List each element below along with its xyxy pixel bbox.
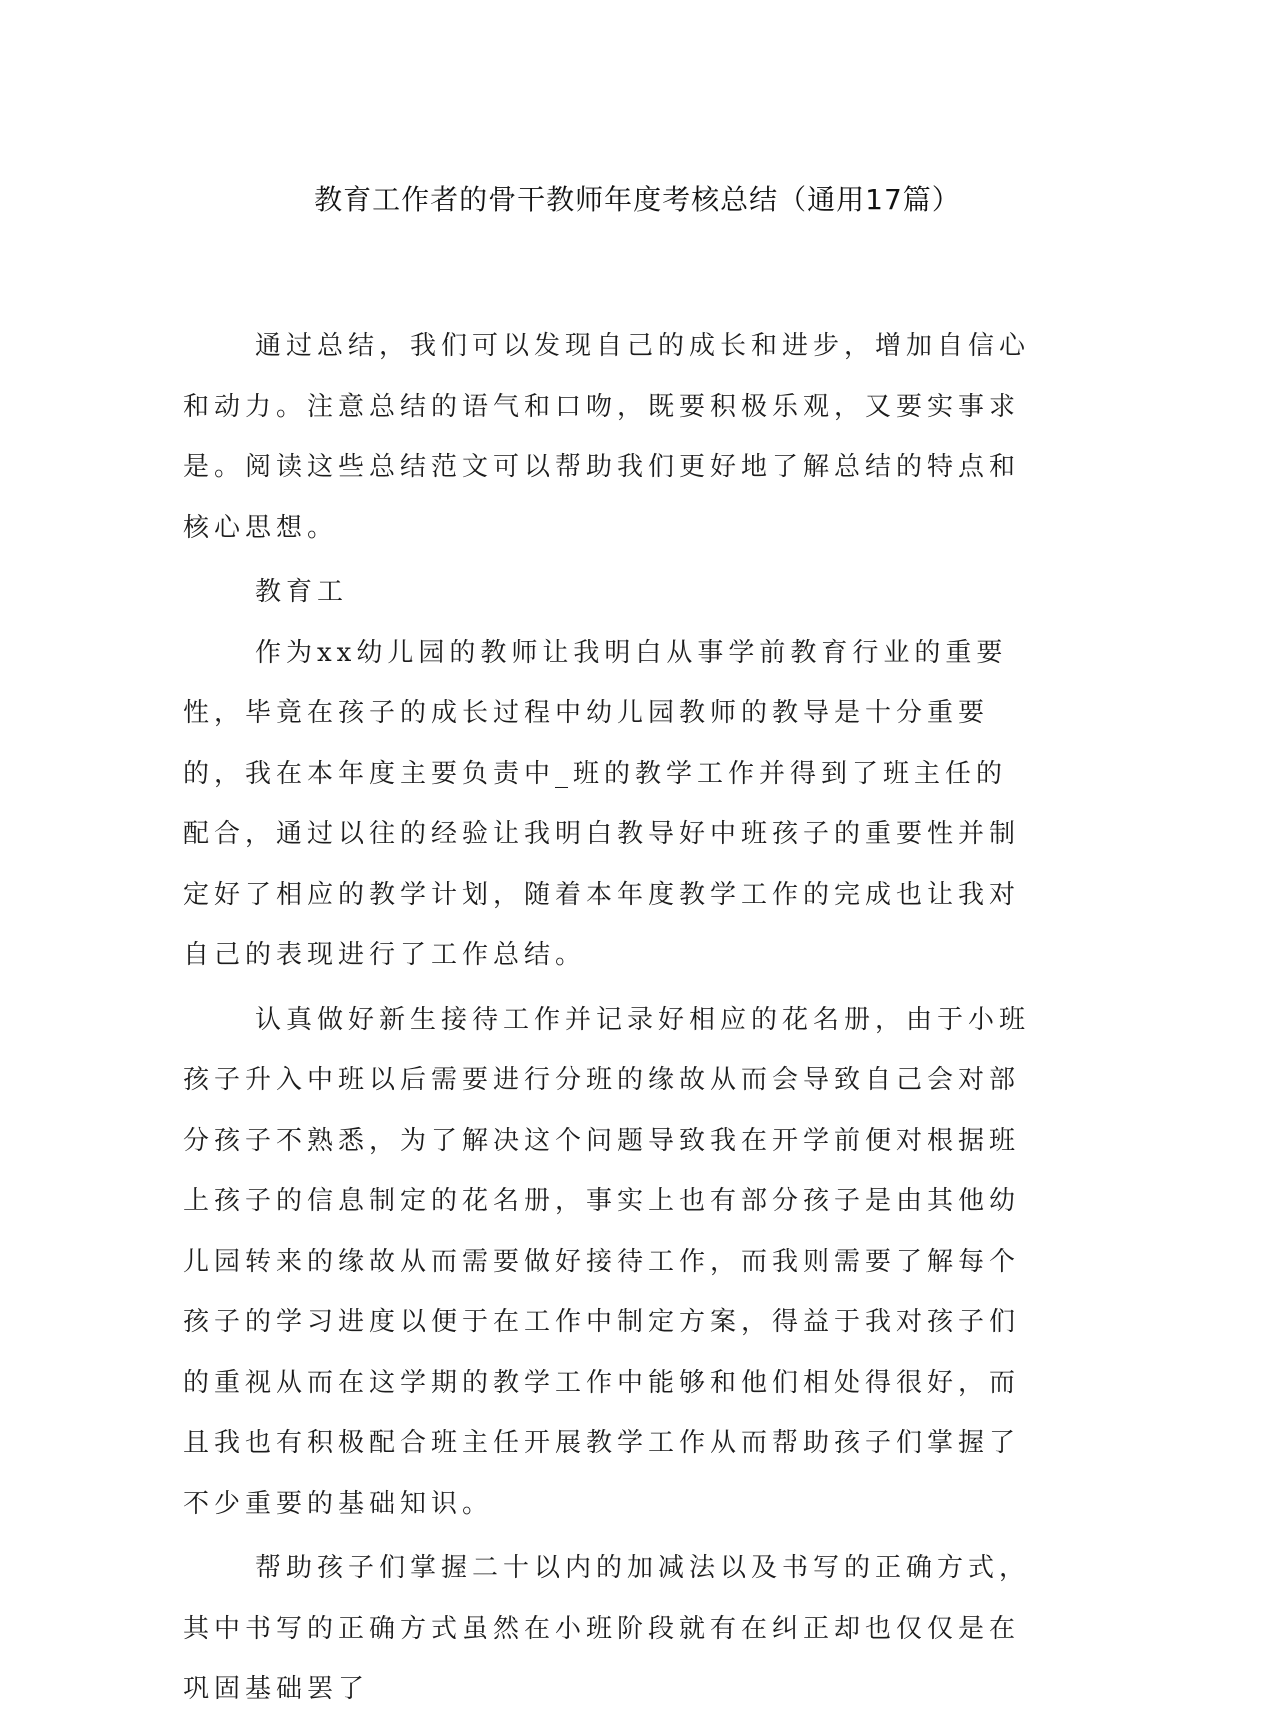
paragraph-subheading: 教育工 [255, 577, 349, 607]
paragraph-arithmetic: 帮助孩子们掌握二十以内的加减法以及书写的正确方式，其中书写的正确方式虽然在小班阶段就有在纠正却也仅仅是在巩固基础罢了 [183, 1553, 1031, 1704]
paragraph-reception: 认真做好新生接待工作并记录好相应的花名册，由于小班孩子升入中班以后需要进行分班的缘故从而会导致自己会对部分孩子不熟悉，为了解决这个问题导致我在开学前便对根据班上孩子的信息制定的花名册，事实上也有部分孩子是由其他幼儿园转来的缘故从而需要做好接待工作，而我则需要了解每个孩子的学习进度以便于在工作中制定方案，得益于我对孩子们的重视从而在这学期的教学工作中能够和他们相处得很好，而且我也有积极配合班主任开展教学工作从而帮助孩子们掌握了不少重要的基础知识。 [183, 1004, 1031, 1519]
document-title: 教育工作者的骨干教师年度考核总结（通用17篇） [314, 183, 961, 216]
paragraph-role: 作为xx幼儿园的教师让我明白从事学前教育行业的重要性，毕竟在孩子的成长过程中幼儿园教师的教导是十分重要的，我在本年度主要负责中_班的教学工作并得到了班主任的配合，通过以往的经验让我明白教导好中班孩子的重要性并制定好了相应的教学计划，随着本年度教学工作的完成也让我对自己的表现进行了工作总结。 [183, 637, 1021, 970]
document-body [183, 316, 1033, 1720]
paragraph-intro: 通过总结，我们可以发现自己的成长和进步，增加自信心和动力。注意总结的语气和口吻，既要积极乐观，又要实事求是。阅读这些总结范文可以帮助我们更好地了解总结的特点和核心思想。 [183, 331, 1031, 543]
